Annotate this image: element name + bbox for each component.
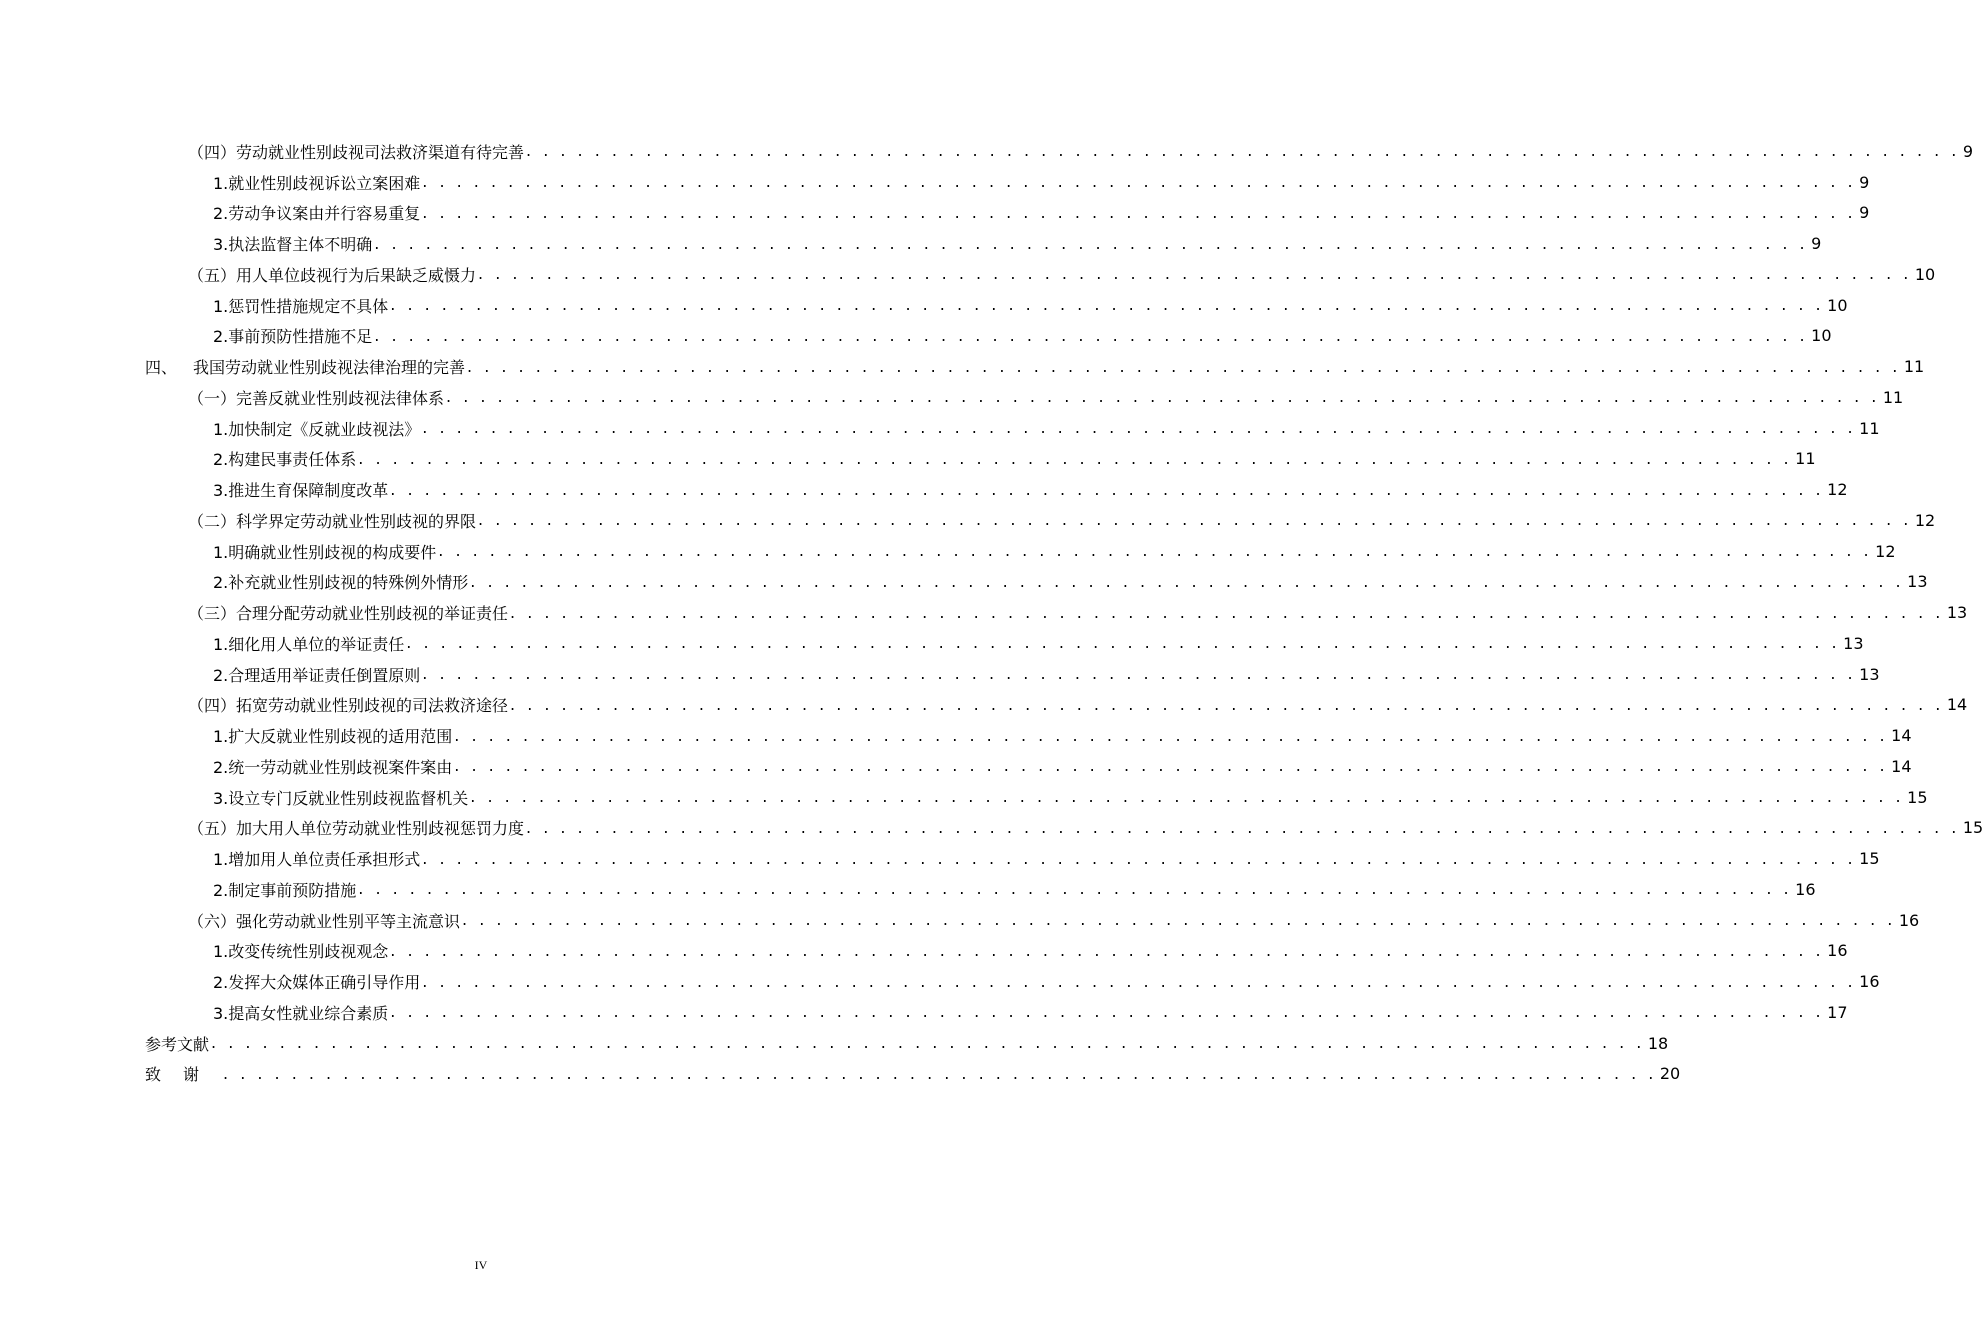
- toc-entry-page: 15: [1859, 849, 1880, 869]
- toc-entry-page: 20: [1659, 1064, 1681, 1084]
- toc-entry[interactable]: [0, 198, 1870, 229]
- toc-leader-dots: . . . . . . . . . . . . . . . . . . . . . . . . . . . . . . . . . . . . . . . . . . . . . . . . . . . . . . . . . . . . . . . . . . . . . . . . . . . . . . . . . . . .: [454, 725, 1889, 745]
- toc-leader-dots: . . . . . . . . . . . . . . . . . . . . . . . . . . . . . . . . . . . . . . . . . . . . . . . . . . . . . . . . . . . . . . . . . . . . . . . . . . . . . . . . . . . .: [526, 817, 1960, 837]
- toc-entry-title: 2.发挥大众媒体正确引导作用: [213, 973, 421, 993]
- toc-leader-dots: . . . . . . . . . . . . . . . . . . . . . . . . . . . . . . . . . . . . . . . . . . . . . . . . . . . . . . . . . . . . . . . . . . . . . . . . . . . . . . . . . . . .: [510, 602, 1944, 622]
- toc-entry-page: 10: [1827, 295, 1848, 315]
- toc-entry-page: 15: [1962, 818, 1983, 838]
- toc-entry-page: 9: [1859, 172, 1870, 192]
- toc-entry-page: 13: [1946, 603, 1968, 623]
- toc-entry-title: 2.合理适用举证责任倒置原则: [213, 665, 421, 685]
- toc-entry-title: 1.增加用人单位责任承担形式: [213, 850, 421, 870]
- toc-entry[interactable]: [0, 843, 1880, 874]
- toc-entry-page: 16: [1898, 910, 1920, 930]
- toc-leader-dots: . . . . . . . . . . . . . . . . . . . . . . . . . . . . . . . . . . . . . . . . . . . . . . . . . . . . . . . . . . . . . . . . . . . . . . . . . . . . . . . . . . . .: [422, 848, 1857, 868]
- toc-leader-dots: . . . . . . . . . . . . . . . . . . . . . . . . . . . . . . . . . . . . . . . . . . . . . . . . . . . . . . . . . . . . . . . . . . . . . . . . . . . . . . . . . . . .: [422, 971, 1857, 991]
- toc-entry[interactable]: [0, 413, 1880, 444]
- toc-entry-page: 11: [1795, 449, 1816, 469]
- toc-entry-page: 13: [1907, 572, 1928, 592]
- toc-leader-dots: . . . . . . . . . . . . . . . . . . . . . . . . . . . . . . . . . . . . . . . . . . . . . . . . . . . . . . . . . . . . . . . . . . . . . . . . . . . . . . . . . . . .: [211, 1033, 1645, 1053]
- toc-entry[interactable]: [0, 659, 1880, 690]
- toc-entry-page: 13: [1859, 664, 1880, 684]
- toc-entry-title: [145, 355, 465, 378]
- toc-entry[interactable]: [0, 720, 1912, 751]
- toc-leader-dots: . . . . . . . . . . . . . . . . . . . . . . . . . . . . . . . . . . . . . . . . . . . . . . . . . . . . . . . . . . . . . . . . . . . . . . . . . . . . . . . . . . . .: [374, 233, 1809, 253]
- toc-entry-page: 18: [1647, 1033, 1669, 1053]
- toc-entry-title: （五）加大用人单位劳动就业性别歧视惩罚力度: [188, 819, 525, 839]
- toc-entry-title: （四）拓宽劳动就业性别歧视的司法救济途径: [188, 696, 509, 716]
- toc-leader-dots: . . . . . . . . . . . . . . . . . . . . . . . . . . . . . . . . . . . . . . . . . . . . . . . . . . . . . . . . . . . . . . . . . . . . . . . . . . . . . . . . . . . .: [406, 633, 1841, 653]
- toc-entry-title: 2.事前预防性措施不足: [213, 327, 373, 347]
- toc-leader-dots: . . . . . . . . . . . . . . . . . . . . . . . . . . . . . . . . . . . . . . . . . . . . . . . . . . . . . . . . . . . . . . . . . . . . . . . . . . . . . . . . . . . .: [467, 356, 1901, 376]
- toc-entry[interactable]: [0, 351, 1925, 382]
- toc-leader-dots: . . . . . . . . . . . . . . . . . . . . . . . . . . . . . . . . . . . . . . . . . . . . . . . . . . . . . . . . . . . . . . . . . . . . . . . . . . . . . . . . . . . .: [390, 295, 1825, 315]
- toc-entry-title: 2.构建民事责任体系: [213, 450, 357, 470]
- toc-entry[interactable]: [0, 536, 1896, 567]
- toc-leader-dots: . . . . . . . . . . . . . . . . . . . . . . . . . . . . . . . . . . . . . . . . . . . . . . . . . . . . . . . . . . . . . . . . . . . . . . . . . . . . . . . . . . . .: [422, 202, 1857, 222]
- toc-leader-dots: . . . . . . . . . . . . . . . . . . . . . . . . . . . . . . . . . . . . . . . . . . . . . . . . . . . . . . . . . . . . . . . . . . . . . . . . . . . . . . . . . . . .: [478, 510, 1912, 530]
- toc-leader-dots: . . . . . . . . . . . . . . . . . . . . . . . . . . . . . . . . . . . . . . . . . . . . . . . . . . . . . . . . . . . . . . . . . . . . . . . . . . . . . . . . . . . .: [390, 479, 1825, 499]
- toc-leader-dots: . . . . . . . . . . . . . . . . . . . . . . . . . . . . . . . . . . . . . . . . . . . . . . . . . . . . . . . . . . . . . . . . . . . . . . . . . . . . . . . . . . . .: [510, 694, 1944, 714]
- toc-entry-page: 17: [1827, 1002, 1848, 1022]
- toc-entry[interactable]: [0, 567, 1928, 598]
- toc-entry[interactable]: [0, 290, 1848, 321]
- toc-leader-dots: . . . . . . . . . . . . . . . . . . . . . . . . . . . . . . . . . . . . . . . . . . . . . . . . . . . . . . . . . . . . . . . . . . . . . . . . . . . . . . . . . . . .: [390, 1002, 1825, 1022]
- toc-entry-title: 2.劳动争议案由并行容易重复: [213, 204, 421, 224]
- toc-entry-title: 1.加快制定《反就业歧视法》: [213, 419, 421, 439]
- toc-entry-page: 12: [1875, 541, 1896, 561]
- toc-entry-title: 3.执法监督主体不明确: [213, 235, 373, 255]
- toc-leader-dots: . . . . . . . . . . . . . . . . . . . . . . . . . . . . . . . . . . . . . . . . . . . . . . . . . . . . . . . . . . . . . . . . . . . . . . . . . . . . . . . . . . . .: [446, 387, 1880, 407]
- toc-entry[interactable]: [0, 1028, 1669, 1059]
- toc-entry[interactable]: [0, 1059, 1681, 1090]
- toc-leader-dots: . . . . . . . . . . . . . . . . . . . . . . . . . . . . . . . . . . . . . . . . . . . . . . . . . . . . . . . . . . . . . . . . . . . . . . . . . . . . . . . . . . . .: [478, 264, 1912, 284]
- toc-entry[interactable]: [0, 228, 1822, 259]
- toc-entry-page: 11: [1882, 387, 1904, 407]
- page-number-footer: IV: [474, 1258, 488, 1272]
- toc-entry-title: （六）强化劳动就业性别平等主流意识: [188, 911, 461, 931]
- toc-leader-dots: . . . . . . . . . . . . . . . . . . . . . . . . . . . . . . . . . . . . . . . . . . . . . . . . . . . . . . . . . . . . . . . . . . . . . . . . . . . . . . . . . . . .: [390, 940, 1825, 960]
- toc-entry-page: 12: [1827, 480, 1848, 500]
- toc-entry[interactable]: [0, 597, 1968, 628]
- toc-entry-title: 致谢: [145, 1065, 222, 1085]
- toc-leader-dots: . . . . . . . . . . . . . . . . . . . . . . . . . . . . . . . . . . . . . . . . . . . . . . . . . . . . . . . . . . . . . . . . . . . . . . . . . . . . . . . . . . . .: [470, 787, 1905, 807]
- toc-entry-title: 2.统一劳动就业性别歧视案件案由: [213, 757, 453, 777]
- toc-entry-title: （三）合理分配劳动就业性别歧视的举证责任: [188, 604, 509, 624]
- toc-entry[interactable]: [0, 782, 1928, 813]
- toc-entry-title: 1.明确就业性别歧视的构成要件: [213, 542, 437, 562]
- toc-entry-page: 16: [1795, 879, 1816, 899]
- toc-leader-dots: . . . . . . . . . . . . . . . . . . . . . . . . . . . . . . . . . . . . . . . . . . . . . . . . . . . . . . . . . . . . . . . . . . . . . . . . . . . . . . . . . . . .: [358, 879, 1793, 899]
- toc-entry-page: 14: [1891, 756, 1912, 776]
- toc-entry-title: 1.改变传统性别歧视观念: [213, 942, 389, 962]
- toc-entry-page: 13: [1843, 633, 1864, 653]
- toc-entry-page: 11: [1903, 357, 1925, 377]
- toc-entry[interactable]: [0, 167, 1870, 198]
- toc-entry-title: 1.细化用人单位的举证责任: [213, 634, 405, 654]
- toc-leader-dots: . . . . . . . . . . . . . . . . . . . . . . . . . . . . . . . . . . . . . . . . . . . . . . . . . . . . . . . . . . . . . . . . . . . . . . . . . . . . . . . . . . . .: [526, 141, 1960, 161]
- toc-entry[interactable]: [0, 444, 1816, 475]
- toc-entry[interactable]: [0, 259, 1936, 290]
- toc-entry-title: 2.制定事前预防措施: [213, 880, 357, 900]
- toc-entry-title: （四）劳动就业性别歧视司法救济渠道有待完善: [188, 142, 525, 162]
- toc-entry-page: 9: [1962, 141, 1974, 161]
- toc-entry-title: （二）科学界定劳动就业性别歧视的界限: [188, 511, 477, 531]
- toc-leader-dots: . . . . . . . . . . . . . . . . . . . . . . . . . . . . . . . . . . . . . . . . . . . . . . . . . . . . . . . . . . . . . . . . . . . . . . . . . . . . . . . . . . . .: [223, 1063, 1657, 1083]
- toc-entry-page: 9: [1859, 203, 1870, 223]
- toc-entry-text: 我国劳动就业性别歧视法律治理的完善: [193, 358, 466, 378]
- toc-leader-dots: . . . . . . . . . . . . . . . . . . . . . . . . . . . . . . . . . . . . . . . . . . . . . . . . . . . . . . . . . . . . . . . . . . . . . . . . . . . . . . . . . . . .: [358, 448, 1793, 468]
- toc-entry[interactable]: [0, 321, 1832, 352]
- toc-entry[interactable]: [0, 813, 1983, 844]
- toc-entry[interactable]: [0, 751, 1912, 782]
- toc-entry-page: 16: [1827, 941, 1848, 961]
- toc-entry-title: 3.设立专门反就业性别歧视监督机关: [213, 788, 469, 808]
- toc-leader-dots: . . . . . . . . . . . . . . . . . . . . . . . . . . . . . . . . . . . . . . . . . . . . . . . . . . . . . . . . . . . . . . . . . . . . . . . . . . . . . . . . . . . .: [470, 571, 1905, 591]
- toc-entry-title: 3.推进生育保障制度改革: [213, 481, 389, 501]
- toc-entry[interactable]: [0, 628, 1864, 659]
- toc-leader-dots: . . . . . . . . . . . . . . . . . . . . . . . . . . . . . . . . . . . . . . . . . . . . . . . . . . . . . . . . . . . . . . . . . . . . . . . . . . . . . . . . . . . .: [422, 418, 1857, 438]
- toc-entry[interactable]: [0, 505, 1936, 536]
- toc-entry-page: 11: [1859, 418, 1880, 438]
- toc-entry-title: （五）用人单位歧视行为后果缺乏威慑力: [188, 265, 477, 285]
- toc-entry[interactable]: [0, 474, 1848, 505]
- toc-entry[interactable]: [0, 997, 1848, 1028]
- toc-entry-page: 10: [1914, 264, 1936, 284]
- toc-leader-dots: . . . . . . . . . . . . . . . . . . . . . . . . . . . . . . . . . . . . . . . . . . . . . . . . . . . . . . . . . . . . . . . . . . . . . . . . . . . . . . . . . . . .: [462, 910, 1896, 930]
- toc-entry[interactable]: [0, 905, 1920, 936]
- toc-entry-page: 14: [1891, 726, 1912, 746]
- toc-entry-title: 3.提高女性就业综合素质: [213, 1003, 389, 1023]
- toc-leader-dots: . . . . . . . . . . . . . . . . . . . . . . . . . . . . . . . . . . . . . . . . . . . . . . . . . . . . . . . . . . . . . . . . . . . . . . . . . . . . . . . . . . . .: [454, 756, 1889, 776]
- toc-leader-dots: . . . . . . . . . . . . . . . . . . . . . . . . . . . . . . . . . . . . . . . . . . . . . . . . . . . . . . . . . . . . . . . . . . . . . . . . . . . . . . . . . . . .: [422, 664, 1857, 684]
- toc-entry[interactable]: [0, 874, 1816, 905]
- toc-entry-page: 15: [1907, 787, 1928, 807]
- toc-entry-title: （一）完善反就业性别歧视法律体系: [188, 388, 445, 408]
- toc-entry-title: 1.惩罚性措施规定不具体: [213, 296, 389, 316]
- toc-entry[interactable]: [0, 382, 1904, 413]
- toc-entry-page: 14: [1946, 695, 1968, 715]
- toc-entry-page: 12: [1914, 510, 1936, 530]
- toc-entry-page: 9: [1811, 234, 1822, 254]
- toc-entry-title: 参考文献: [145, 1034, 210, 1054]
- toc-entry-page: 16: [1859, 972, 1880, 992]
- toc-entry-title: 2.补充就业性别歧视的特殊例外情形: [213, 573, 469, 593]
- toc-entry[interactable]: [0, 690, 1968, 721]
- toc-leader-dots: . . . . . . . . . . . . . . . . . . . . . . . . . . . . . . . . . . . . . . . . . . . . . . . . . . . . . . . . . . . . . . . . . . . . . . . . . . . . . . . . . . . .: [374, 325, 1809, 345]
- toc-entry-page: 10: [1811, 326, 1832, 346]
- toc-entry[interactable]: [0, 966, 1880, 997]
- table-of-contents: [0, 136, 1983, 1089]
- toc-entry-title: 1.就业性别歧视诉讼立案困难: [213, 173, 421, 193]
- toc-leader-dots: . . . . . . . . . . . . . . . . . . . . . . . . . . . . . . . . . . . . . . . . . . . . . . . . . . . . . . . . . . . . . . . . . . . . . . . . . . . . . . . . . . . .: [422, 172, 1857, 192]
- toc-leader-dots: . . . . . . . . . . . . . . . . . . . . . . . . . . . . . . . . . . . . . . . . . . . . . . . . . . . . . . . . . . . . . . . . . . . . . . . . . . . . . . . . . . . .: [438, 541, 1873, 561]
- toc-entry-number: 四、: [145, 358, 178, 378]
- toc-entry[interactable]: [0, 936, 1848, 967]
- toc-entry-title: 1.扩大反就业性别歧视的适用范围: [213, 727, 453, 747]
- toc-entry[interactable]: [0, 136, 1974, 167]
